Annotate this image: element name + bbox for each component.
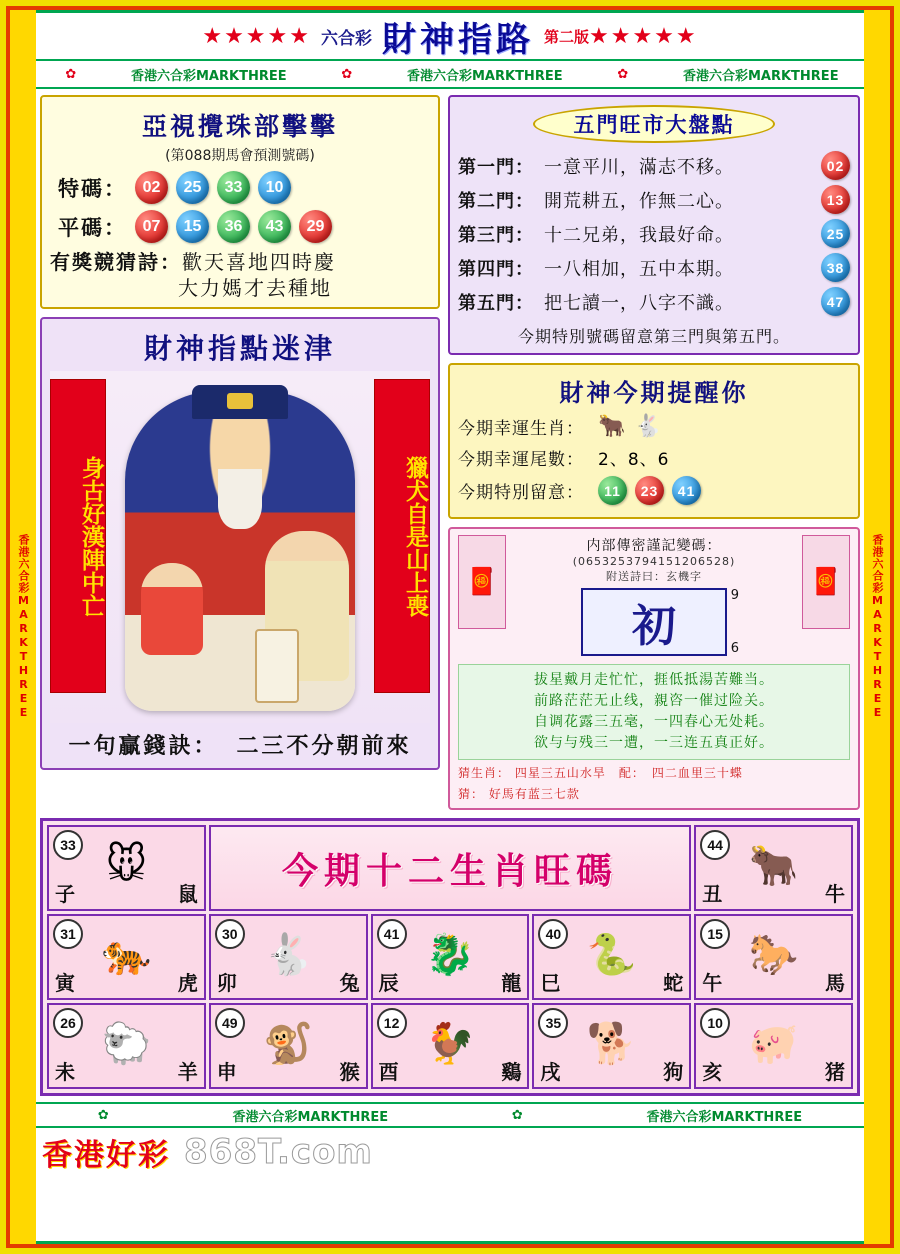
gate-row-0 bbox=[458, 151, 850, 180]
zodiac-animal-9: 鷄 bbox=[501, 1060, 522, 1084]
zodiac-cell-5[interactable] bbox=[532, 914, 691, 1000]
footer-strip bbox=[36, 1102, 864, 1128]
marquee-item-2: 香港六合彩MARKTHREE bbox=[682, 68, 839, 84]
gate-text-0: 一意平川，滿志不移。 bbox=[544, 156, 734, 178]
zodiac-animal-11: 猪 bbox=[825, 1060, 845, 1084]
secret-line-1: 内部傳密謹記變碼： bbox=[586, 538, 722, 554]
zodiac-cell-10[interactable] bbox=[532, 1003, 691, 1089]
marquee-bar bbox=[36, 61, 864, 89]
gate-name-0: 第一門： bbox=[458, 156, 534, 178]
rooster-icon: 🐓 bbox=[425, 1020, 475, 1067]
special-label: 特碼： bbox=[58, 176, 127, 201]
normal-ball-3: 43 bbox=[258, 210, 291, 243]
zodiac-number-4: 41 bbox=[377, 919, 407, 949]
zodiac-cell-11[interactable] bbox=[694, 1003, 853, 1089]
zodiac-number-5: 40 bbox=[538, 919, 568, 949]
brand-url: 868T.com bbox=[184, 1132, 373, 1172]
deity-illustration bbox=[112, 371, 368, 711]
gate-text-2: 十二兄弟，我最好命。 bbox=[544, 224, 734, 246]
deity-figure-icon bbox=[125, 391, 355, 711]
special-number-row bbox=[58, 171, 430, 204]
secret-middle bbox=[512, 535, 796, 658]
zodiac-number-6: 15 bbox=[700, 919, 730, 949]
guess-label: 猜： bbox=[458, 787, 485, 801]
zodiac-branch-10: 戌 bbox=[540, 1060, 561, 1084]
prize-poem-line2: 大力媽才去種地 bbox=[178, 276, 332, 300]
guardian-right-icon: 🧧 bbox=[802, 535, 850, 629]
gate-text-3: 一八相加，五中本期。 bbox=[544, 258, 734, 280]
zodiac-branch-9: 酉 bbox=[378, 1060, 399, 1084]
zodiac-number-2: 31 bbox=[53, 919, 83, 949]
picture-title: 財神指點迷津 bbox=[143, 332, 336, 365]
zodiac-animal-7: 羊 bbox=[177, 1060, 198, 1084]
side-strip-left-text: 香港六合彩MARKTHREE bbox=[17, 534, 30, 720]
lucky-zodiac-icons: 🐂 🐇 bbox=[598, 414, 663, 439]
pig-icon: 🐖 bbox=[748, 1020, 799, 1067]
gate-text-1: 開荒耕五，作無二心。 bbox=[544, 190, 734, 212]
gate-ball-2: 25 bbox=[821, 219, 850, 248]
child-figure-icon bbox=[141, 563, 203, 655]
gate-name-4: 第五門： bbox=[458, 292, 534, 314]
gate-row-1 bbox=[458, 185, 850, 214]
winning-phrase-label: 一句贏錢訣： bbox=[68, 734, 219, 759]
zodiac-branch-6: 午 bbox=[702, 971, 723, 995]
snake-icon: 🐍 bbox=[586, 931, 637, 978]
right-column bbox=[448, 95, 860, 810]
five-gates-panel bbox=[448, 95, 860, 355]
corner-bottom-number: 6 bbox=[730, 641, 739, 656]
gate-ball-3: 38 bbox=[821, 253, 850, 282]
prize-poem-line1: 歡天喜地四時慶 bbox=[182, 250, 336, 274]
main-columns bbox=[36, 89, 864, 810]
gate-text-4: 把七讀一，八字不識。 bbox=[544, 292, 734, 314]
zodiac-number-10: 35 bbox=[538, 1008, 568, 1038]
brand-name: 香港好彩 bbox=[42, 1138, 170, 1173]
gate-ball-1: 13 bbox=[821, 185, 850, 214]
special-attention-row bbox=[458, 476, 850, 505]
zodiac-cell-4[interactable] bbox=[371, 914, 530, 1000]
zodiac-number-0: 33 bbox=[53, 830, 83, 860]
zodiac-branch-11: 亥 bbox=[702, 1060, 723, 1084]
couplet-right: 獵犬自是山上喪 bbox=[374, 379, 430, 693]
zodiac-branch-4: 辰 bbox=[378, 971, 399, 995]
zodiac-branch-3: 卯 bbox=[216, 971, 237, 995]
zodiac-branch-1: 丑 bbox=[702, 882, 723, 906]
normal-ball-1: 15 bbox=[176, 210, 209, 243]
prediction-title: 亞視攪珠部擊擊 bbox=[141, 112, 338, 141]
footer-brand bbox=[36, 1128, 864, 1176]
five-gates-title: 五門旺市大盤點 bbox=[533, 105, 775, 143]
lucky-tail-label: 今期幸運尾數： bbox=[458, 450, 584, 470]
corner-top-number: 9 bbox=[730, 588, 739, 603]
secret-poem-line-3: 欲与与残三一遭，一三连五真正好。 bbox=[534, 735, 774, 751]
rat-icon: 🐭 bbox=[105, 842, 148, 888]
zodiac-panel bbox=[40, 818, 860, 1096]
marquee-item-1: 香港六合彩MARKTHREE bbox=[406, 68, 563, 84]
zodiac-branch-5: 巳 bbox=[540, 971, 561, 995]
lucky-zodiac-row bbox=[458, 414, 850, 439]
tiger-icon: 🐅 bbox=[101, 931, 152, 978]
zodiac-banner: 今期十二生肖旺碼 bbox=[209, 825, 691, 911]
secret-code-panel bbox=[448, 527, 860, 810]
rabbit-icon: 🐇 bbox=[263, 931, 314, 978]
lucky-tail-row bbox=[458, 445, 850, 470]
gate-ball-4: 47 bbox=[821, 287, 850, 316]
footer-flower-icon-2: ✿ bbox=[511, 1107, 523, 1123]
zodiac-animal-10: 狗 bbox=[663, 1060, 684, 1084]
guess-zodiac-row bbox=[458, 764, 850, 781]
normal-label: 平碼： bbox=[58, 215, 127, 240]
footer-strip-item-0: 香港六合彩MARKTHREE bbox=[232, 1109, 389, 1125]
gate-name-3: 第四門： bbox=[458, 258, 534, 280]
footer-flower-icon-1: ✿ bbox=[97, 1107, 109, 1123]
zodiac-animal-8: 猴 bbox=[339, 1060, 360, 1084]
special-ball-0: 02 bbox=[135, 171, 168, 204]
lucky-tail-value: 2、8、6 bbox=[598, 450, 670, 470]
zodiac-cell-6[interactable] bbox=[694, 914, 853, 1000]
zodiac-animal-5: 蛇 bbox=[663, 971, 684, 995]
stars-left-icon: ★★★★★ bbox=[202, 23, 311, 49]
winning-phrase-row bbox=[50, 723, 430, 762]
header-edition: 第二版 bbox=[543, 27, 589, 46]
deity-beard-icon bbox=[218, 469, 262, 529]
zodiac-animal-0: 鼠 bbox=[177, 882, 198, 906]
zodiac-branch-7: 未 bbox=[55, 1060, 75, 1084]
normal-ball-2: 36 bbox=[217, 210, 250, 243]
ox-icon: 🐂 bbox=[748, 842, 799, 889]
page-header bbox=[36, 13, 864, 61]
zodiac-cell-8[interactable] bbox=[209, 1003, 368, 1089]
zodiac-animal-2: 虎 bbox=[177, 971, 198, 995]
zodiac-cell-1[interactable] bbox=[694, 825, 853, 911]
normal-ball-0: 07 bbox=[135, 210, 168, 243]
five-gates-note: 今期特別號碼留意第三門與第五門。 bbox=[517, 327, 790, 346]
zodiac-grid bbox=[47, 825, 853, 1089]
content-area bbox=[36, 13, 864, 1241]
attention-ball-0: 11 bbox=[598, 476, 627, 505]
attention-ball-1: 23 bbox=[635, 476, 664, 505]
side-strip-right bbox=[864, 10, 890, 1244]
zodiac-cell-7[interactable] bbox=[47, 1003, 206, 1089]
zodiac-animal-6: 馬 bbox=[825, 971, 845, 995]
secret-poem-line-0: 拔星戴月走忙忙，捱低抵湯苦難当。 bbox=[534, 672, 774, 688]
zodiac-cell-9[interactable] bbox=[371, 1003, 530, 1089]
attention-ball-2: 41 bbox=[672, 476, 701, 505]
prize-poem bbox=[50, 249, 430, 301]
couplet-left: 身古好漢陣中亡 bbox=[50, 379, 106, 693]
monkey-icon: 🐒 bbox=[263, 1020, 314, 1067]
zodiac-cell-3[interactable] bbox=[209, 914, 368, 1000]
secret-poem-line-1: 前路茫茫无止线，親咨一催过险关。 bbox=[534, 693, 774, 709]
special-ball-2: 33 bbox=[217, 171, 250, 204]
gate-row-3 bbox=[458, 253, 850, 282]
prediction-panel bbox=[40, 95, 440, 309]
mystery-character-box bbox=[581, 588, 739, 656]
footer-strip-item-1: 香港六合彩MARKTHREE bbox=[646, 1109, 803, 1125]
secret-top-row bbox=[458, 535, 850, 658]
deity-hat-icon bbox=[192, 385, 288, 419]
guess-zodiac-value: 四星三五山水旱 配： 四二血里三十蝶 bbox=[514, 766, 743, 780]
winning-phrase-value: 二三不分朝前來 bbox=[236, 734, 412, 759]
zodiac-cell-2[interactable] bbox=[47, 914, 206, 1000]
zodiac-number-1: 44 bbox=[700, 830, 730, 860]
prediction-subtitle: (第088期馬會預測號碼) bbox=[165, 148, 315, 164]
secret-poem-line-2: 自调花露三五毫，一四春心无处耗。 bbox=[534, 714, 774, 730]
zodiac-number-3: 30 bbox=[215, 919, 245, 949]
reminder-panel bbox=[448, 363, 860, 519]
mystery-character: 初 bbox=[632, 601, 676, 652]
zodiac-cell-0[interactable] bbox=[47, 825, 206, 911]
scroll-icon bbox=[255, 629, 299, 703]
gate-row-2 bbox=[458, 219, 850, 248]
marquee-flower-icon-3: ✿ bbox=[617, 66, 629, 82]
secret-line-3: 附送詩曰：玄機字 bbox=[606, 570, 702, 583]
marquee-item-0: 香港六合彩MARKTHREE bbox=[131, 68, 287, 84]
zodiac-number-11: 10 bbox=[700, 1008, 730, 1038]
picture-panel bbox=[40, 317, 440, 770]
gate-name-1: 第二門： bbox=[458, 190, 534, 212]
zodiac-number-8: 49 bbox=[215, 1008, 245, 1038]
dog-icon: 🐕 bbox=[586, 1020, 637, 1067]
dragon-icon: 🐉 bbox=[425, 931, 475, 978]
guess-zodiac-label: 猜生肖： bbox=[458, 766, 511, 780]
picture-area bbox=[50, 371, 430, 723]
zodiac-number-9: 12 bbox=[377, 1008, 407, 1038]
page-title: 財神指路 bbox=[381, 19, 534, 60]
zodiac-branch-0: 子 bbox=[55, 882, 75, 906]
normal-ball-4: 29 bbox=[299, 210, 332, 243]
normal-number-row bbox=[58, 210, 430, 243]
special-ball-1: 25 bbox=[176, 171, 209, 204]
gate-ball-0: 02 bbox=[821, 151, 850, 180]
gate-row-4 bbox=[458, 287, 850, 316]
secret-line-2: (0653253794151206528) bbox=[572, 555, 736, 568]
guess-row bbox=[458, 785, 850, 802]
left-column bbox=[40, 95, 440, 810]
prize-poem-label: 有獎競猜詩： bbox=[50, 250, 182, 274]
reminder-title: 財神今期提醒你 bbox=[559, 379, 749, 407]
lucky-zodiac-label: 今期幸運生肖： bbox=[458, 419, 584, 439]
zodiac-animal-3: 兔 bbox=[339, 971, 360, 995]
special-ball-3: 10 bbox=[258, 171, 291, 204]
marquee-flower-icon-2: ✿ bbox=[341, 66, 353, 82]
marquee-flower-icon-1: ✿ bbox=[65, 66, 77, 82]
zodiac-animal-4: 龍 bbox=[501, 971, 522, 995]
side-strip-left bbox=[10, 10, 36, 1244]
side-strip-right-text: 香港六合彩MARKTHREE bbox=[871, 534, 884, 720]
zodiac-branch-2: 寅 bbox=[55, 971, 75, 995]
guardian-left-icon: 🧧 bbox=[458, 535, 506, 629]
horse-icon: 🐎 bbox=[748, 931, 799, 978]
zodiac-number-7: 26 bbox=[53, 1008, 83, 1038]
guess-value: 好馬有蓝三七款 bbox=[488, 787, 580, 801]
goat-icon: 🐑 bbox=[101, 1020, 152, 1067]
gate-name-2: 第三門： bbox=[458, 224, 534, 246]
zodiac-animal-1: 牛 bbox=[825, 882, 845, 906]
header-subtitle: 六合彩 bbox=[320, 28, 372, 49]
zodiac-branch-8: 申 bbox=[216, 1060, 237, 1084]
stars-right-icon: ★★★★★ bbox=[589, 23, 698, 49]
secret-poem bbox=[458, 664, 850, 760]
special-attention-label: 今期特別留意： bbox=[458, 483, 584, 503]
